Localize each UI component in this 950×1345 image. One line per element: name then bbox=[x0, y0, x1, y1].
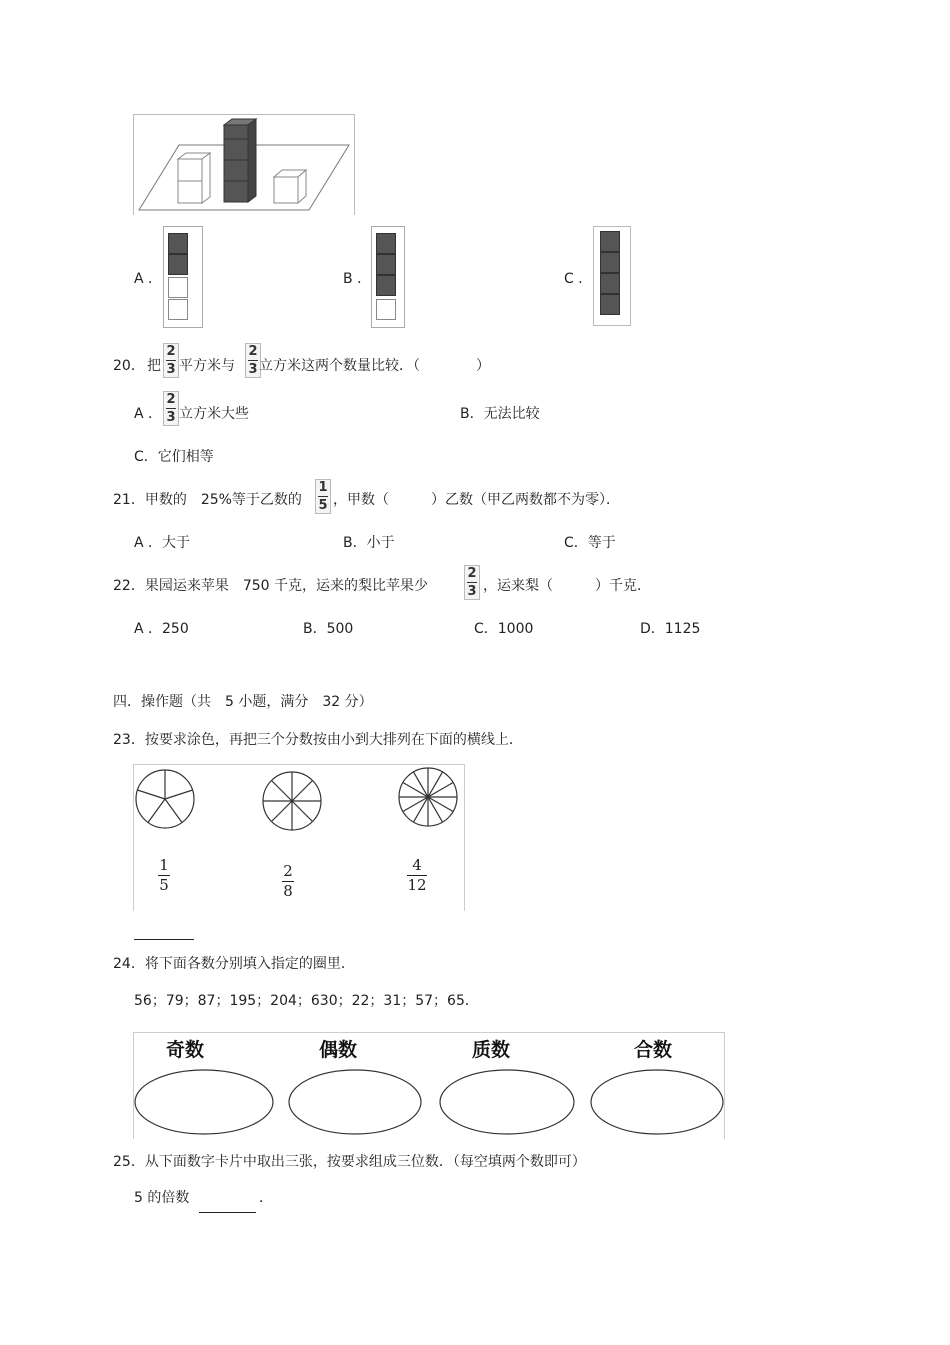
cubes-figure bbox=[133, 114, 355, 215]
option-sep: ． bbox=[148, 271, 163, 287]
q22-option-c[interactable]: C．1000 bbox=[474, 621, 534, 637]
q20-option-c[interactable]: C．它们相等 bbox=[134, 449, 214, 465]
category-prime-label: 质数 bbox=[472, 1039, 511, 1061]
q23-fraction-2 bbox=[282, 863, 294, 900]
q25-text: 25．从下面数字卡片中取出三张，按要求组成三位数．（每空填两个数即可） bbox=[113, 1154, 586, 1170]
q24-text: 24．将下面各数分别填入指定的圈里． bbox=[113, 956, 355, 972]
category-odd-label: 奇数 bbox=[166, 1039, 205, 1061]
fraction-numerator: 2 bbox=[166, 344, 176, 359]
q22-prefix: 22．果园运来苹果 750 千克，运来的梨比苹果少 bbox=[113, 578, 428, 594]
q19-option-b[interactable] bbox=[343, 270, 371, 288]
q22-suffix: ，运来梨（ ）千克． bbox=[483, 578, 651, 594]
fraction-numerator: 2 bbox=[283, 862, 293, 880]
q24-numbers: 56；79；87；195；204；630；22；31；57；65． bbox=[134, 993, 479, 1009]
q24-ellipses bbox=[134, 1033, 724, 1139]
q22-option-d[interactable]: D．1125 bbox=[640, 621, 701, 637]
fraction-numerator: 1 bbox=[159, 856, 169, 874]
cubes-svg bbox=[134, 115, 354, 215]
category-composite-label: 合数 bbox=[634, 1039, 673, 1061]
q19-option-c-figure bbox=[593, 226, 631, 326]
fraction-denominator: 8 bbox=[283, 882, 293, 900]
q21-suffix: ，甲数（ ）乙数（甲乙两数都不为零）． bbox=[333, 492, 620, 508]
q19-option-c[interactable] bbox=[564, 270, 592, 288]
q21-option-b[interactable]: B．小于 bbox=[343, 535, 395, 551]
q20-number: 20． bbox=[113, 358, 145, 374]
q20-option-a-text: 立方米大些 bbox=[179, 406, 249, 422]
q22-fraction bbox=[464, 565, 480, 600]
fraction-numerator: 1 bbox=[318, 480, 328, 495]
fraction-denominator: 5 bbox=[318, 498, 328, 513]
fraction-denominator: 3 bbox=[166, 362, 176, 377]
section-title: 四．操作题（共 5 小题，满分 32 分） bbox=[113, 694, 373, 710]
q19-option-b-figure bbox=[371, 226, 405, 328]
option-sep: ． bbox=[357, 271, 372, 287]
option-sep: ． bbox=[578, 271, 593, 287]
q22-option-b[interactable]: B．500 bbox=[303, 621, 354, 637]
q20-option-b[interactable]: B．无法比较 bbox=[460, 406, 540, 422]
q25-line1-end: ． bbox=[259, 1190, 273, 1206]
q23-fraction-1 bbox=[158, 857, 170, 894]
option-letter: A bbox=[134, 271, 144, 287]
circle-eighths bbox=[263, 772, 321, 830]
fraction-denominator: 12 bbox=[407, 876, 427, 894]
option-letter: C bbox=[564, 271, 574, 287]
q20-mid: 平方米与 bbox=[179, 358, 235, 374]
fraction-numerator: 4 bbox=[412, 856, 422, 874]
q23-fraction-3 bbox=[407, 857, 427, 894]
q21-option-a[interactable]: A ．大于 bbox=[134, 535, 191, 551]
q21-fraction bbox=[315, 479, 331, 514]
fraction-numerator: 2 bbox=[248, 344, 258, 359]
category-even-label: 偶数 bbox=[319, 1039, 358, 1061]
q20-fraction bbox=[163, 343, 179, 378]
q21-prefix: 21．甲数的 25%等于乙数的 bbox=[113, 492, 302, 508]
q25-line1-label: 5 的倍数 bbox=[134, 1190, 190, 1206]
q20-option-a[interactable] bbox=[134, 405, 162, 423]
q23-text: 23．按要求涂色，再把三个分数按由小到大排列在下面的横线上． bbox=[113, 732, 523, 748]
q25-answer-line[interactable] bbox=[199, 1212, 256, 1213]
q24-figure bbox=[133, 1032, 725, 1139]
q20-prefix: 把 bbox=[147, 358, 161, 374]
odd-circle bbox=[135, 1070, 273, 1134]
option-sep: ． bbox=[148, 406, 163, 422]
fraction-denominator: 3 bbox=[467, 584, 477, 599]
fraction-denominator: 3 bbox=[166, 410, 176, 425]
q20-suffix: 立方米这两个数量比较．（ ） bbox=[259, 358, 490, 374]
fraction-numerator: 2 bbox=[467, 566, 477, 581]
dark-stack-tall bbox=[224, 119, 256, 202]
q19-option-a[interactable] bbox=[134, 270, 162, 288]
q21-option-c[interactable]: C．等于 bbox=[564, 535, 616, 551]
q23-figure bbox=[133, 764, 465, 911]
option-letter: A bbox=[134, 406, 144, 422]
q23-answer-line[interactable] bbox=[134, 939, 194, 940]
q23-circles bbox=[134, 765, 464, 855]
q22-option-a[interactable]: A ．250 bbox=[134, 621, 189, 637]
q20-option-a-fraction bbox=[163, 391, 179, 426]
q19-option-a-figure bbox=[163, 226, 203, 328]
option-letter: B bbox=[343, 271, 353, 287]
white-cube-right bbox=[274, 170, 306, 203]
fraction-numerator: 2 bbox=[166, 392, 176, 407]
circle-fifths bbox=[136, 770, 194, 828]
white-stack-left bbox=[178, 153, 210, 203]
fraction-denominator: 5 bbox=[159, 876, 169, 894]
even-circle bbox=[289, 1070, 421, 1134]
composite-circle bbox=[591, 1070, 723, 1134]
circle-twelfths bbox=[399, 768, 457, 826]
fraction-denominator: 3 bbox=[248, 362, 258, 377]
prime-circle bbox=[440, 1070, 574, 1134]
